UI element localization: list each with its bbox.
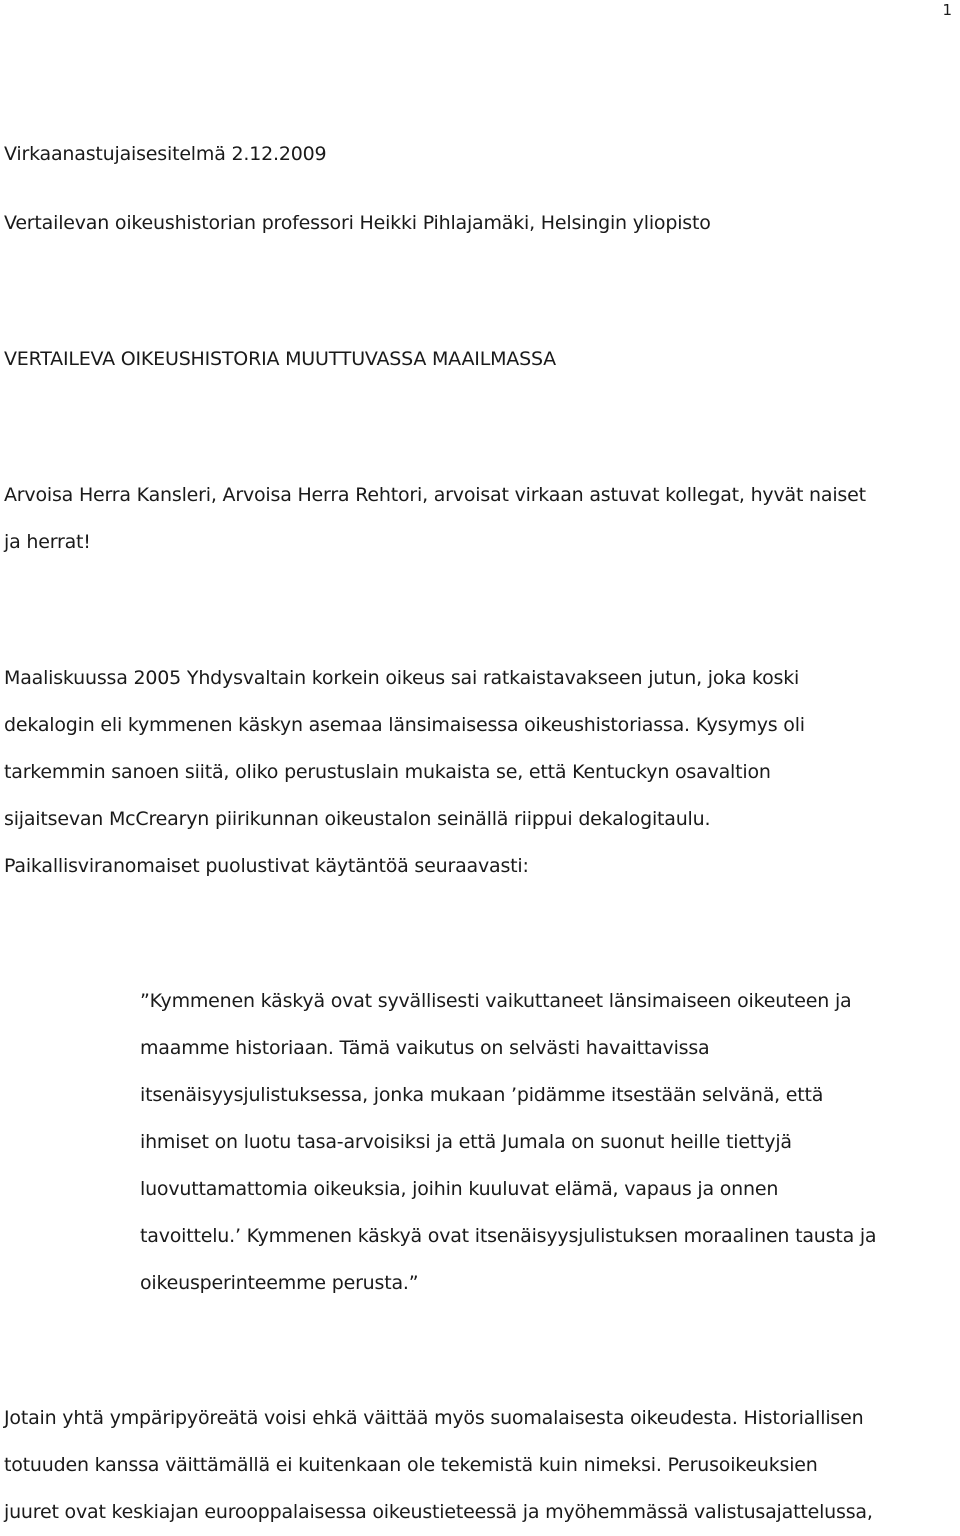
quote-line: itsenäisyysjulistuksessa, jonka mukaan ’pidämme itsestään selvänä, että: [140, 1084, 824, 1106]
quote-line: luovuttamattomia oikeuksia, joihin kuuluvat elämä, vapaus ja onnen: [140, 1178, 779, 1200]
text-line: Arvoisa Herra Kansleri, Arvoisa Herra Rehtori, arvoisat virkaan astuvat kollegat, hyvät naiset: [4, 484, 866, 506]
body-paragraph-1: [4, 655, 954, 890]
text-line: Paikallisviranomaiset puolustivat käytäntöä seuraavasti:: [4, 855, 529, 877]
author-line: Vertailevan oikeushistorian professori Heikki Pihlajamäki, Helsingin yliopisto: [4, 212, 711, 234]
document-title: VERTAILEVA OIKEUSHISTORIA MUUTTUVASSA MAAILMASSA: [4, 348, 556, 370]
text-line: sijaitsevan McCrearyn piirikunnan oikeustalon seinällä riippui dekalogitaulu.: [4, 808, 711, 830]
body-paragraph-2: [4, 1395, 954, 1536]
lecture-date-line: Virkaanastujaisesitelmä 2.12.2009: [4, 143, 327, 165]
quote-line: ihmiset on luotu tasa-arvoisiksi ja että Jumala on suonut heille tiettyjä: [140, 1131, 792, 1153]
text-line: tarkemmin sanoen siitä, oliko perustuslain mukaista se, että Kentuckyn osavaltion: [4, 761, 771, 783]
quote-line: oikeusperinteemme perusta.”: [140, 1272, 419, 1294]
text-line: dekalogin eli kymmenen käskyn asemaa länsimaisessa oikeushistoriassa. Kysymys oli: [4, 714, 805, 736]
greeting-paragraph: [4, 472, 954, 566]
text-line: juuret ovat keskiajan eurooppalaisessa oikeustieteessä ja myöhemmässä valistusajattelussa,: [4, 1501, 873, 1523]
quote-line: tavoittelu.’ Kymmenen käskyä ovat itsenäisyysjulistuksen moraalinen tausta ja: [140, 1225, 877, 1247]
text-line: Jotain yhtä ympäripyöreätä voisi ehkä väittää myös suomalaisesta oikeudesta. Historiallisen: [4, 1407, 864, 1429]
text-line: ja herrat!: [4, 531, 91, 553]
quote-line: maamme historiaan. Tämä vaikutus on selvästi havaittavissa: [140, 1037, 710, 1059]
block-quote: [140, 978, 955, 1307]
text-line: Maaliskuussa 2005 Yhdysvaltain korkein oikeus sai ratkaistavakseen jutun, joka koski: [4, 667, 800, 689]
page-number: 1: [942, 1, 952, 19]
text-line: totuuden kanssa väittämällä ei kuitenkaan ole tekemistä kuin nimeksi. Perusoikeuksien: [4, 1454, 818, 1476]
quote-line: ”Kymmenen käskyä ovat syvällisesti vaikuttaneet länsimaiseen oikeuteen ja: [140, 990, 852, 1012]
